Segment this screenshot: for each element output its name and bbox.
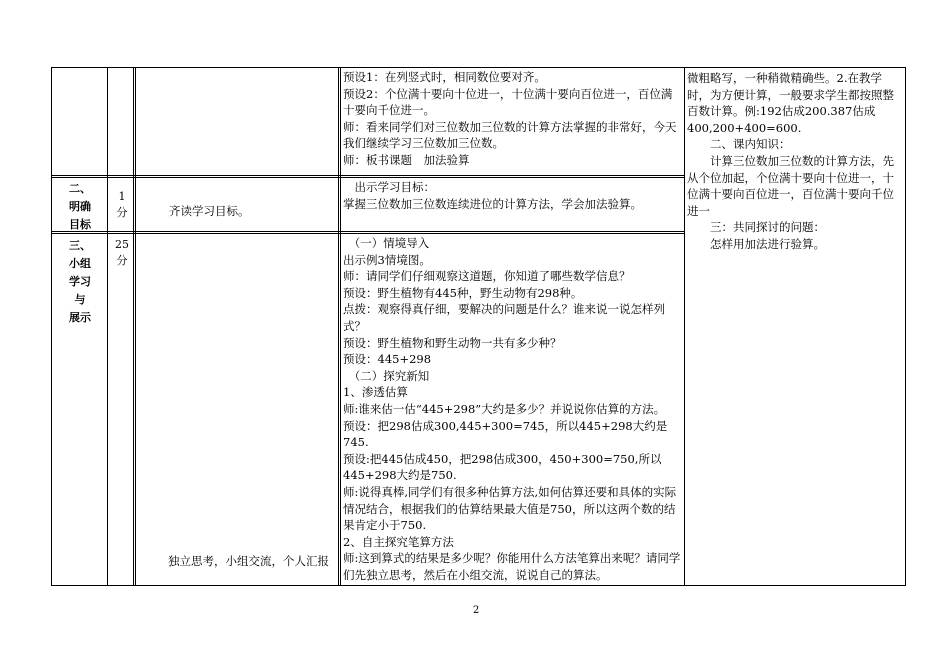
row-2-line: 出示学习目标： xyxy=(354,180,435,194)
side-note-heading: 三：共同探讨的问题： xyxy=(710,220,825,235)
row-2-activity: 齐读学习目标。 xyxy=(169,204,250,218)
row-3-line: 预设：野生植物和野生动物一共有多少种？ xyxy=(343,335,562,350)
row-1-line: 师：板书课题 加法验算 xyxy=(343,152,470,167)
row-3-line: 出示例3情境图。 xyxy=(343,252,431,267)
row-2-time: 1 分 xyxy=(116,190,128,219)
row-divider-2b xyxy=(51,233,684,234)
row-1-line: 师：看来同学们对三位数加三位数的计算方法掌握的非常好，今天我们继续学习三位数加三位数。 xyxy=(343,119,677,151)
row-3-line: 师:说得真棒,同学们有很多种估算方法,如何估算还要和具体的实际情况结合，根据我们的估算结果最大值是750，所以这两个数的结果肯定小于750. xyxy=(343,484,677,533)
row-1-content xyxy=(343,69,683,169)
column-divider-1 xyxy=(107,67,108,586)
side-note: 计算三位数加三位数的计算方法，先从个位加起，个位满十要向十位进一，十位满十要向百位进一，百位满十要向千位进一 xyxy=(687,153,894,218)
row-divider-1b xyxy=(51,177,684,178)
column-divider-2b xyxy=(135,67,136,586)
row-divider-1 xyxy=(51,175,684,176)
row-3-line: 2、自主探究笔算方法 xyxy=(343,534,454,549)
row-3-line: 师：请同学们仔细观察这道题，你知道了哪些数学信息？ xyxy=(343,269,631,284)
row-3-line: 1、渗透估算 xyxy=(343,385,408,400)
side-note-heading: 二、课内知识： xyxy=(710,137,791,152)
row-3-activity: 独立思考，小组交流，个人汇报 xyxy=(168,554,329,568)
row-1-line: 预设1：在列竖式时，相同数位要对齐。 xyxy=(343,70,546,84)
row-3-line: 师:谁来估一估“445+298”大约是多少？并说说你估算的方法。 xyxy=(343,401,666,416)
row-3-line: 预设：把298估成300,445+300=745，所以445+298大约是745. xyxy=(343,418,668,450)
table-border-right xyxy=(905,67,906,586)
row-3-line: （一）情境导入 xyxy=(348,236,430,250)
row-3-label: 三、 小组 学习 与 展示 xyxy=(69,239,91,324)
row-2-content xyxy=(343,179,683,212)
row-3-line: 点拨：观察得真仔细，要解决的问题是什么？谁来说一说怎样列式？ xyxy=(343,302,665,333)
side-notes xyxy=(687,70,901,253)
row-2-line: 掌握三位数加三位数连续进位的计算方法，学会加法验算。 xyxy=(343,196,642,211)
table-border-top xyxy=(51,67,906,68)
row-3-line: 师:这到算式的结果是多少呢？你能用什么方法笔算出来呢？请同学们先独立思考，然后在小组交流，说说自己的算法。 xyxy=(343,551,681,582)
table-border-left xyxy=(51,67,52,586)
column-divider-2 xyxy=(133,67,134,586)
row-1-line: 预设2：个位满十要向十位进一，十位满十要向百位进一，百位满十要向千位进一。 xyxy=(343,86,673,118)
column-divider-4 xyxy=(684,67,685,586)
row-3-line: 预设：野生植物有445种，野生动物有298种。 xyxy=(343,285,583,300)
side-note: 微粗略写，一种稍微精确些。2.在教学时，为方便计算，一般要求学生都按照整百数计算。例:192估成200.387估成400,200+400=600. xyxy=(687,71,894,135)
row-3-time: 25 分 xyxy=(115,238,129,267)
column-divider-3b xyxy=(340,67,341,586)
page-number: 2 xyxy=(472,605,480,616)
row-3-content xyxy=(343,235,683,583)
row-3-line: 预设:把445估成450，把298估成300，450+300=750,所以445+298大约是750. xyxy=(343,451,662,483)
side-note: 怎样用加法进行验算。 xyxy=(710,236,825,251)
table-border-bottom xyxy=(51,585,906,586)
row-2-label: 二、 明确 目标 xyxy=(69,182,91,231)
lesson-plan-table xyxy=(51,67,906,586)
row-divider-2 xyxy=(51,231,684,232)
row-3-line: （二）探究新知 xyxy=(348,368,430,383)
column-divider-3 xyxy=(338,67,339,586)
row-3-line: 预设：445+298 xyxy=(343,352,432,367)
